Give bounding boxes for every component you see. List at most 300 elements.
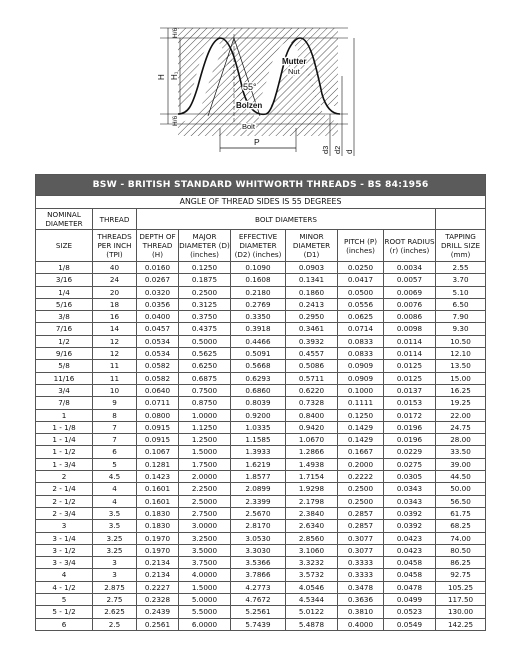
table-cell: 1/2 — [36, 335, 93, 347]
table-cell: 0.2222 — [338, 471, 384, 483]
table-cell: 4.5344 — [286, 594, 338, 606]
table-row — [36, 618, 486, 630]
table-cell: 2.5000 — [179, 495, 231, 507]
table-cell: 3/8 — [36, 311, 93, 323]
table-cell: 0.5668 — [231, 360, 286, 372]
table-row — [36, 372, 486, 384]
table-cell: 0.0229 — [384, 446, 436, 458]
table-cell: 10.50 — [436, 335, 486, 347]
table-cell: 0.4000 — [338, 618, 384, 630]
table-cell: 0.0534 — [137, 335, 179, 347]
col-header-tpi: THREADS PER INCH (TPI) — [93, 230, 137, 262]
table-cell: 5 - 1/2 — [36, 606, 93, 618]
label-h6-top: H/6 — [172, 27, 179, 38]
table-cell: 2.8560 — [286, 532, 338, 544]
table-cell: 1.0670 — [286, 434, 338, 446]
table-cell: 9.30 — [436, 323, 486, 335]
table-cell: 0.0909 — [338, 372, 384, 384]
table-cell: 0.1601 — [137, 483, 179, 495]
table-row — [36, 483, 486, 495]
table-cell: 0.0069 — [384, 286, 436, 298]
table-cell: 5 — [93, 458, 137, 470]
table-cell: 44.50 — [436, 471, 486, 483]
table-row — [36, 274, 486, 286]
table-cell: 12.10 — [436, 348, 486, 360]
table-cell: 0.1067 — [137, 446, 179, 458]
table-cell: 0.5000 — [179, 335, 231, 347]
table-cell: 50.00 — [436, 483, 486, 495]
table-cell: 0.3077 — [338, 532, 384, 544]
thread-header: THREAD — [93, 209, 137, 230]
table-cell: 2.5670 — [231, 507, 286, 519]
label-d: d — [345, 149, 354, 154]
table-cell: 0.2134 — [137, 557, 179, 569]
table-cell: 4.0000 — [179, 569, 231, 581]
col-header-pitch: PITCH (P) (inches) — [338, 230, 384, 262]
table-cell: 0.3918 — [231, 323, 286, 335]
table-cell: 3.3030 — [231, 544, 286, 556]
table-cell: 0.0800 — [137, 409, 179, 421]
table-row — [36, 471, 486, 483]
table-cell: 18 — [93, 298, 137, 310]
table-cell: 33.50 — [436, 446, 486, 458]
table-cell: 2.0000 — [179, 471, 231, 483]
table-cell: 0.4557 — [286, 348, 338, 360]
table-cell: 10 — [93, 384, 137, 396]
table-cell: 1 - 1/4 — [36, 434, 93, 446]
table-cell: 74.00 — [436, 532, 486, 544]
table-cell: 0.0714 — [338, 323, 384, 335]
table-cell: 5.7439 — [231, 618, 286, 630]
table-cell: 4 — [93, 495, 137, 507]
table-cell: 0.2500 — [338, 495, 384, 507]
table-body — [36, 262, 486, 631]
table-cell: 5.2561 — [231, 606, 286, 618]
table-row — [36, 544, 486, 556]
table-cell: 19.25 — [436, 397, 486, 409]
table-cell: 0.5711 — [286, 372, 338, 384]
table-cell: 3.5 — [93, 507, 137, 519]
table-cell: 1.7154 — [286, 471, 338, 483]
table-cell: 9/16 — [36, 348, 93, 360]
table-cell: 5 — [36, 594, 93, 606]
table-cell: 39.00 — [436, 458, 486, 470]
table-cell: 3.5366 — [231, 557, 286, 569]
label-h1: H₁ — [170, 71, 179, 80]
table-cell: 2.75 — [93, 594, 137, 606]
table-cell: 7/16 — [36, 323, 93, 335]
table-cell: 0.0356 — [137, 298, 179, 310]
table-cell: 0.0057 — [384, 274, 436, 286]
table-cell: 80.50 — [436, 544, 486, 556]
table-cell: 8 — [93, 409, 137, 421]
table-cell: 0.2857 — [338, 520, 384, 532]
table-cell: 2.875 — [93, 581, 137, 593]
table-cell: 0.2180 — [231, 286, 286, 298]
table-cell: 0.0423 — [384, 532, 436, 544]
col-header-major: MAJOR DIAMETER (D) (inches) — [179, 230, 231, 262]
table-cell: 0.0392 — [384, 520, 436, 532]
table-cell: 0.0098 — [384, 323, 436, 335]
table-cell: 3.25 — [93, 532, 137, 544]
label-d2: d2 — [333, 145, 342, 154]
bsw-thread-table — [35, 174, 486, 631]
table-cell: 11 — [93, 360, 137, 372]
table-cell: 1.7500 — [179, 458, 231, 470]
table-cell: 7/8 — [36, 397, 93, 409]
table-cell: 4.7672 — [231, 594, 286, 606]
table-cell: 0.0034 — [384, 262, 436, 274]
table-cell: 5.10 — [436, 286, 486, 298]
table-cell: 0.0343 — [384, 483, 436, 495]
table-cell: 2.8170 — [231, 520, 286, 532]
table-cell: 0.8400 — [286, 409, 338, 421]
table-row — [36, 569, 486, 581]
table-cell: 24 — [93, 274, 137, 286]
table-cell: 0.1250 — [179, 262, 231, 274]
table-row — [36, 434, 486, 446]
table-cell: 0.0556 — [338, 298, 384, 310]
table-cell: 0.6220 — [286, 384, 338, 396]
table-cell: 1.4938 — [286, 458, 338, 470]
table-cell: 0.0076 — [384, 298, 436, 310]
table-cell: 0.3478 — [338, 581, 384, 593]
table-cell: 0.2561 — [137, 618, 179, 630]
table-cell: 0.0392 — [384, 507, 436, 519]
table-cell: 1.1585 — [231, 434, 286, 446]
table-cell: 4 - 1/2 — [36, 581, 93, 593]
table-row — [36, 421, 486, 433]
table-cell: 0.1429 — [338, 434, 384, 446]
table-cell: 3.0530 — [231, 532, 286, 544]
table-subtitle: ANGLE OF THREAD SIDES IS 55 DEGREES — [36, 196, 486, 209]
table-cell: 0.0125 — [384, 372, 436, 384]
table-cell: 0.1601 — [137, 495, 179, 507]
col-header-size: SIZE — [36, 230, 93, 262]
table-cell: 0.0196 — [384, 421, 436, 433]
table-cell: 0.0499 — [384, 594, 436, 606]
table-cell: 0.4375 — [179, 323, 231, 335]
table-cell: 3.3232 — [286, 557, 338, 569]
table-cell: 0.2413 — [286, 298, 338, 310]
table-cell: 2.625 — [93, 606, 137, 618]
table-cell: 68.25 — [436, 520, 486, 532]
table-cell: 0.2500 — [179, 286, 231, 298]
table-cell: 1.5000 — [179, 581, 231, 593]
table-row — [36, 348, 486, 360]
table-cell: 0.2439 — [137, 606, 179, 618]
table-row — [36, 507, 486, 519]
table-cell: 0.3333 — [338, 569, 384, 581]
table-row — [36, 262, 486, 274]
table-cell: 5.0000 — [179, 594, 231, 606]
col-header-root-radius: ROOT RADIUS (r) (inches) — [384, 230, 436, 262]
table-cell: 1 - 3/4 — [36, 458, 93, 470]
table-cell: 0.0833 — [338, 335, 384, 347]
table-cell: 0.1281 — [137, 458, 179, 470]
table-cell: 92.75 — [436, 569, 486, 581]
label-bolt: Bolt — [242, 122, 255, 131]
table-cell: 0.7328 — [286, 397, 338, 409]
table-cell: 0.7500 — [179, 384, 231, 396]
table-cell: 6.0000 — [179, 618, 231, 630]
table-cell: 0.2227 — [137, 581, 179, 593]
table-cell: 0.0267 — [137, 274, 179, 286]
label-pitch: P — [254, 137, 260, 147]
table-cell: 3 - 1/2 — [36, 544, 93, 556]
table-cell: 0.0458 — [384, 569, 436, 581]
table-cell: 0.6875 — [179, 372, 231, 384]
table-cell: 5.0122 — [286, 606, 338, 618]
col-header-effective: EFFECTIVE DIAMETER (D2) (inches) — [231, 230, 286, 262]
table-cell: 0.6860 — [231, 384, 286, 396]
table-cell: 2.3840 — [286, 507, 338, 519]
table-cell: 28.00 — [436, 434, 486, 446]
table-cell: 0.0478 — [384, 581, 436, 593]
label-h6-bottom: H/6 — [172, 115, 179, 126]
table-cell: 1/8 — [36, 262, 93, 274]
table-cell: 0.3461 — [286, 323, 338, 335]
table-cell: 0.0549 — [384, 618, 436, 630]
table-cell: 0.1000 — [338, 384, 384, 396]
table-cell: 1/4 — [36, 286, 93, 298]
table-cell: 2.6340 — [286, 520, 338, 532]
table-cell: 0.0196 — [384, 434, 436, 446]
table-cell: 4.5 — [93, 471, 137, 483]
group-header-row — [36, 209, 486, 230]
table-cell: 0.0534 — [137, 348, 179, 360]
table-cell: 3/4 — [36, 384, 93, 396]
table-cell: 0.0582 — [137, 372, 179, 384]
table-cell: 11 — [93, 372, 137, 384]
table-cell: 117.50 — [436, 594, 486, 606]
table-cell: 2.5 — [93, 618, 137, 630]
table-cell: 1 — [36, 409, 93, 421]
table-cell: 0.1423 — [137, 471, 179, 483]
table-cell: 1.0000 — [179, 409, 231, 421]
table-cell: 0.1429 — [338, 421, 384, 433]
table-cell: 0.1860 — [286, 286, 338, 298]
table-cell: 1.5000 — [179, 446, 231, 458]
table-row — [36, 594, 486, 606]
table-cell: 3.7500 — [179, 557, 231, 569]
table-cell: 7.90 — [436, 311, 486, 323]
table-cell: 3.2500 — [179, 532, 231, 544]
table-cell: 2 - 3/4 — [36, 507, 93, 519]
table-cell: 0.0457 — [137, 323, 179, 335]
col-header-depth: DEPTH OF THREAD (H) — [137, 230, 179, 262]
table-row — [36, 532, 486, 544]
table-cell: 0.1830 — [137, 520, 179, 532]
table-cell: 0.0160 — [137, 262, 179, 274]
table-cell: 130.00 — [436, 606, 486, 618]
table-row — [36, 520, 486, 532]
label-h: H — [157, 74, 166, 80]
column-header-row — [36, 230, 486, 262]
table-cell: 5.4878 — [286, 618, 338, 630]
table-cell: 4.2773 — [231, 581, 286, 593]
table-cell: 14 — [93, 323, 137, 335]
table-cell: 0.0305 — [384, 471, 436, 483]
table-cell: 3 - 1/4 — [36, 532, 93, 544]
table-cell: 0.1875 — [179, 274, 231, 286]
table-cell: 11/16 — [36, 372, 93, 384]
table-row — [36, 323, 486, 335]
table-cell: 0.3750 — [179, 311, 231, 323]
table-cell: 0.0172 — [384, 409, 436, 421]
table-cell: 0.6293 — [231, 372, 286, 384]
table-cell: 0.6250 — [179, 360, 231, 372]
table-cell: 0.1970 — [137, 532, 179, 544]
table-cell: 16.25 — [436, 384, 486, 396]
table-cell: 0.0125 — [384, 360, 436, 372]
blank-header-cell — [436, 209, 486, 230]
table-cell: 0.0915 — [137, 421, 179, 433]
col-header-tapping-drill: TAPPING DRILL SIZE (mm) — [436, 230, 486, 262]
table-cell: 142.25 — [436, 618, 486, 630]
table-cell: 0.0417 — [338, 274, 384, 286]
table-cell: 0.3125 — [179, 298, 231, 310]
table-cell: 0.0250 — [338, 262, 384, 274]
table-cell: 0.0137 — [384, 384, 436, 396]
table-cell: 1.0335 — [231, 421, 286, 433]
table-cell: 0.0320 — [137, 286, 179, 298]
table-cell: 0.0523 — [384, 606, 436, 618]
table-cell: 6.50 — [436, 298, 486, 310]
table-cell: 13.50 — [436, 360, 486, 372]
table-cell: 2 - 1/2 — [36, 495, 93, 507]
table-cell: 0.2769 — [231, 298, 286, 310]
table-cell: 0.0114 — [384, 335, 436, 347]
table-row — [36, 397, 486, 409]
table-cell: 0.0909 — [338, 360, 384, 372]
table-cell: 3/16 — [36, 274, 93, 286]
table-cell: 0.2328 — [137, 594, 179, 606]
table-cell: 20 — [93, 286, 137, 298]
table-cell: 0.0343 — [384, 495, 436, 507]
table-row — [36, 606, 486, 618]
table-cell: 5/16 — [36, 298, 93, 310]
table-cell: 0.0086 — [384, 311, 436, 323]
table-cell: 3.5732 — [286, 569, 338, 581]
table-cell: 1 - 1/2 — [36, 446, 93, 458]
table-cell: 1.3933 — [231, 446, 286, 458]
table-cell: 3.5 — [93, 520, 137, 532]
table-row — [36, 286, 486, 298]
table-cell: 0.1090 — [231, 262, 286, 274]
table-cell: 1.1250 — [179, 421, 231, 433]
table-row — [36, 557, 486, 569]
label-mutter: Mutter — [282, 57, 307, 66]
table-cell: 2.55 — [436, 262, 486, 274]
label-d3: d3 — [321, 145, 330, 154]
table-cell: 9 — [93, 397, 137, 409]
table-cell: 0.5625 — [179, 348, 231, 360]
table-cell: 86.25 — [436, 557, 486, 569]
table-cell: 0.0400 — [137, 311, 179, 323]
table-cell: 0.0114 — [384, 348, 436, 360]
table-cell: 0.0582 — [137, 360, 179, 372]
table-cell: 24.75 — [436, 421, 486, 433]
table-cell: 0.2500 — [338, 483, 384, 495]
table-cell: 0.2950 — [286, 311, 338, 323]
table-cell: 1.8577 — [231, 471, 286, 483]
table-cell: 12 — [93, 348, 137, 360]
table-cell: 3 — [93, 557, 137, 569]
table-cell: 0.3077 — [338, 544, 384, 556]
table-cell: 0.9200 — [231, 409, 286, 421]
table-cell: 0.0833 — [338, 348, 384, 360]
table-cell: 2.0899 — [231, 483, 286, 495]
table-row — [36, 360, 486, 372]
table-cell: 7 — [93, 421, 137, 433]
table-cell: 2 — [36, 471, 93, 483]
table-cell: 5.5000 — [179, 606, 231, 618]
label-angle: 55° — [243, 82, 257, 92]
table-cell: 7 — [93, 434, 137, 446]
table-row — [36, 446, 486, 458]
table-cell: 4 — [36, 569, 93, 581]
table-cell: 0.5091 — [231, 348, 286, 360]
bolt-diameters-header: BOLT DIAMETERS — [137, 209, 436, 230]
table-row — [36, 409, 486, 421]
table-cell: 0.1111 — [338, 397, 384, 409]
table-cell: 0.0711 — [137, 397, 179, 409]
table-cell: 0.1667 — [338, 446, 384, 458]
table-cell: 0.8750 — [179, 397, 231, 409]
table-cell: 0.1608 — [231, 274, 286, 286]
table-row — [36, 384, 486, 396]
table-cell: 0.0625 — [338, 311, 384, 323]
table-cell: 0.2134 — [137, 569, 179, 581]
table-subtitle-row — [36, 196, 486, 209]
table-title-row — [36, 175, 486, 196]
table-cell: 0.3810 — [338, 606, 384, 618]
table-cell: 2.7500 — [179, 507, 231, 519]
table-cell: 0.0915 — [137, 434, 179, 446]
table-cell: 0.0153 — [384, 397, 436, 409]
table-cell: 0.0458 — [384, 557, 436, 569]
table-cell: 0.1970 — [137, 544, 179, 556]
table-cell: 0.3636 — [338, 594, 384, 606]
table-cell: 105.25 — [436, 581, 486, 593]
table-cell: 3 — [93, 569, 137, 581]
table-cell: 22.00 — [436, 409, 486, 421]
label-nut: Nut — [288, 67, 300, 76]
table-cell: 3.1060 — [286, 544, 338, 556]
table-cell: 0.0903 — [286, 262, 338, 274]
table-row — [36, 335, 486, 347]
table-cell: 0.3350 — [231, 311, 286, 323]
table-cell: 0.1830 — [137, 507, 179, 519]
table-cell: 0.2857 — [338, 507, 384, 519]
table-cell: 1.6219 — [231, 458, 286, 470]
table-row — [36, 298, 486, 310]
table-cell: 3.5000 — [179, 544, 231, 556]
table-cell: 0.1341 — [286, 274, 338, 286]
table-cell: 0.3932 — [286, 335, 338, 347]
table-cell: 3.7866 — [231, 569, 286, 581]
table-cell: 12 — [93, 335, 137, 347]
table-cell: 3 — [36, 520, 93, 532]
table-cell: 0.2000 — [338, 458, 384, 470]
table-cell: 2 - 1/4 — [36, 483, 93, 495]
table-cell: 6 — [93, 446, 137, 458]
table-cell: 5/8 — [36, 360, 93, 372]
table-row — [36, 581, 486, 593]
table-cell: 1 - 1/8 — [36, 421, 93, 433]
table-cell: 4 — [93, 483, 137, 495]
